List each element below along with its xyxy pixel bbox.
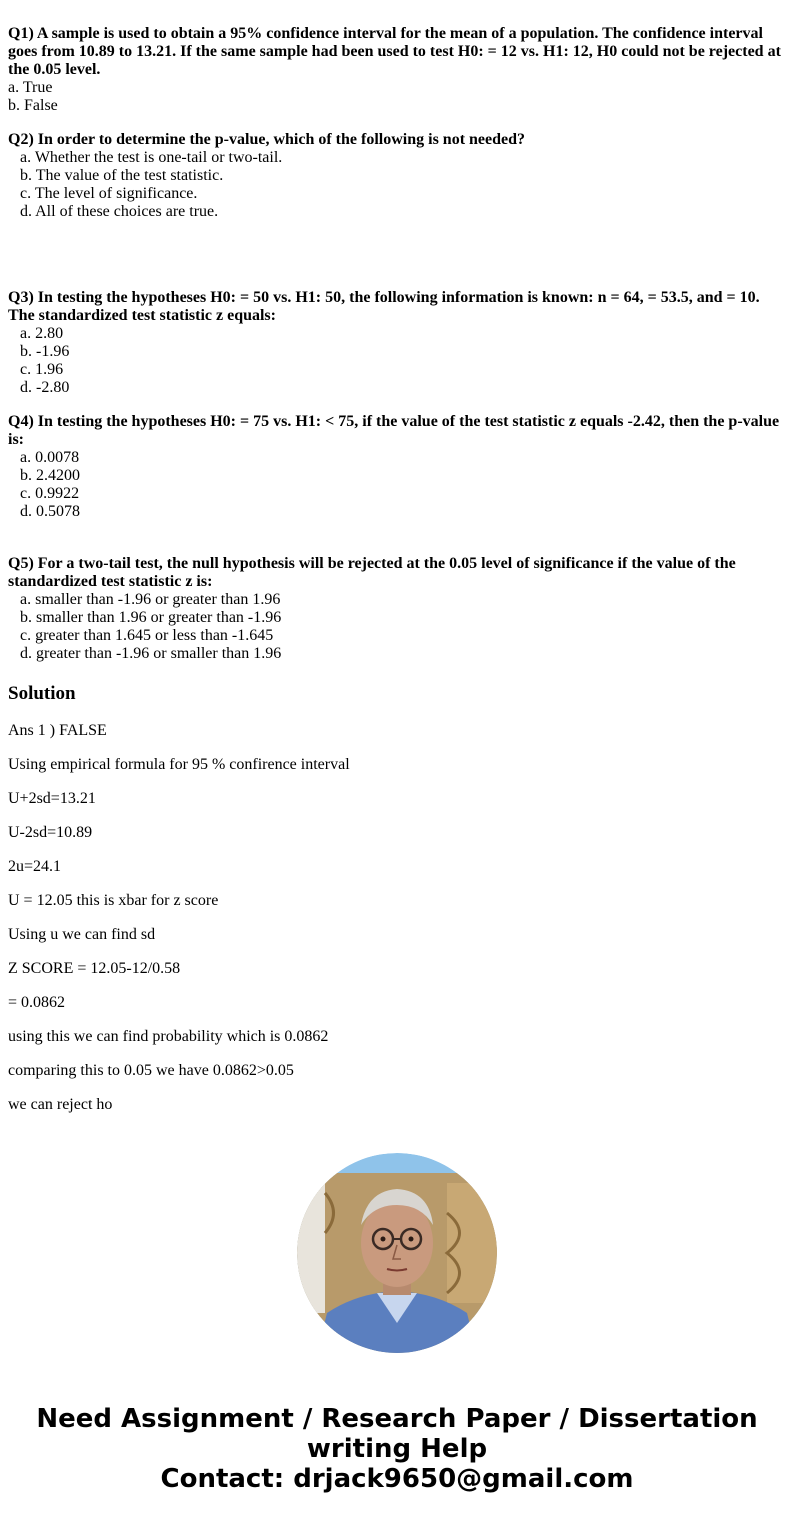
solution-line: Ans 1 ) FALSE: [8, 722, 107, 739]
solution-heading: Solution: [8, 683, 76, 704]
question-3: [8, 289, 786, 397]
solution-line: U = 12.05 this is xbar for z score: [8, 892, 219, 909]
question-2-option-c: c. The level of significance.: [20, 185, 198, 202]
promo-contact: Contact: drjack9650@gmail.com: [160, 1464, 634, 1494]
solution-line: Using u we can find sd: [8, 926, 156, 943]
question-2-text: Q2) In order to determine the p-value, which of the following is not needed?: [8, 131, 526, 148]
promo-line-1: Need Assignment / Research Paper / Dissertation: [36, 1404, 758, 1434]
promo-line-2: writing Help: [306, 1434, 488, 1464]
question-3-option-a: a. 2.80: [20, 325, 64, 342]
question-4: [8, 413, 786, 521]
solution-line: U-2sd=10.89: [8, 824, 93, 841]
question-3-option-d: d. -2.80: [20, 379, 70, 396]
solution-line: 2u=24.1: [8, 858, 62, 875]
promo-banner: [0, 1404, 794, 1494]
solution-line: Using empirical formula for 95 % confirence interval: [8, 756, 350, 773]
solution-line: Z SCORE = 12.05-12/0.58: [8, 960, 181, 977]
question-3-text: Q3) In testing the hypotheses H0: = 50 vs. H1: 50, the following information is known: n = 64, = 53.5, and = 10. The standardized test statistic z equals:: [8, 289, 760, 324]
question-1-option-b: b. False: [8, 97, 58, 114]
question-4-text: Q4) In testing the hypotheses H0: = 75 vs. H1: < 75, if the value of the test statistic z equals -2.42, then the p-value is:: [8, 413, 780, 448]
question-4-option-b: b. 2.4200: [20, 467, 80, 484]
question-5-option-d: d. greater than -1.96 or smaller than 1.96: [20, 645, 282, 662]
question-5: [8, 555, 786, 663]
question-2: [8, 131, 786, 221]
question-4-option-a: a. 0.0078: [20, 449, 80, 466]
question-2-option-d: d. All of these choices are true.: [20, 203, 219, 220]
question-1-option-a: a. True: [8, 79, 53, 96]
solution-line: = 0.0862: [8, 994, 66, 1011]
solution-line: we can reject ho: [8, 1096, 113, 1113]
avatar-portrait-icon: [297, 1153, 497, 1353]
question-5-option-b: b. smaller than 1.96 or greater than -1.96: [20, 609, 282, 626]
solution-body: [8, 722, 786, 1130]
question-4-option-d: d. 0.5078: [20, 503, 80, 520]
question-5-text: Q5) For a two-tail test, the null hypothesis will be rejected at the 0.05 level of significance if the value of the standardized test statistic z is:: [8, 555, 736, 590]
question-5-option-c: c. greater than 1.645 or less than -1.645: [20, 627, 274, 644]
question-2-option-a: a. Whether the test is one-tail or two-tail.: [20, 149, 283, 166]
solution-line: using this we can find probability which is 0.0862: [8, 1028, 329, 1045]
solution-line: U+2sd=13.21: [8, 790, 96, 807]
question-3-option-c: c. 1.96: [20, 361, 64, 378]
question-3-option-b: b. -1.96: [20, 343, 70, 360]
solution-line: comparing this to 0.05 we have 0.0862>0.05: [8, 1062, 294, 1079]
question-2-option-b: b. The value of the test statistic.: [20, 167, 224, 184]
question-4-option-c: c. 0.9922: [20, 485, 80, 502]
question-1-text: Q1) A sample is used to obtain a 95% confidence interval for the mean of a population. The confidence interval goes from 10.89 to 13.21. If the same sample had been used to test H0: = 12 vs. H1: 12, H0 could not be rejected at the 0.05 level.: [8, 25, 781, 78]
question-1: [8, 25, 786, 115]
question-5-option-a: a. smaller than -1.96 or greater than 1.96: [20, 591, 281, 608]
author-avatar: [297, 1153, 497, 1353]
